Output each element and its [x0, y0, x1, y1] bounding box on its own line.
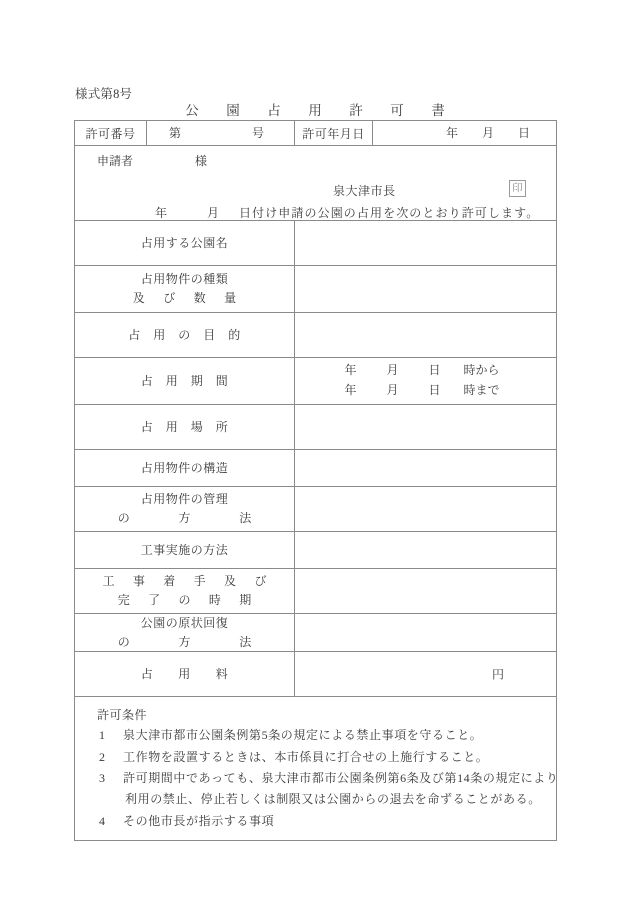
table-row-construction-method — [75, 532, 557, 569]
list-item — [97, 768, 559, 811]
condition-text: 工作物を設置するときは、本市係員に打合せの上施行すること。 — [123, 749, 489, 764]
list-item — [97, 725, 544, 746]
condition-number: 2 — [99, 749, 106, 764]
condition-text: 泉大津市都市公園条例第5条の規定による禁止事項を守ること。 — [123, 728, 483, 743]
condition-text-continued: 利用の禁止、停止若しくは制限又は公園からの退去を命ずることがある。 — [125, 792, 541, 807]
row-label-object-type-qty — [75, 266, 295, 313]
row-label-park-name — [75, 221, 295, 266]
row-label-structure — [75, 450, 295, 487]
conditions-cell — [75, 697, 557, 841]
period-to-day: 日 — [428, 383, 441, 397]
applicant-block-cell — [75, 146, 557, 221]
permit-number-label: 許可番号 — [75, 121, 147, 146]
condition-number: 1 — [99, 728, 106, 743]
period-from-day: 日 — [428, 363, 441, 378]
permit-number-field[interactable] — [147, 121, 295, 146]
row-label-construction-method — [75, 532, 295, 569]
period-from-time: 時から — [463, 363, 500, 378]
label-text-line2: 及 び 数 量 — [132, 291, 240, 305]
row-value-management-method[interactable] — [295, 487, 557, 532]
table-row-park-name — [75, 221, 557, 266]
seal-icon: 印 — [509, 180, 526, 197]
permit-date-label: 許可年月日 — [295, 121, 373, 146]
table-row-location — [75, 405, 557, 450]
applicant-honorific: 様 — [195, 154, 208, 168]
label-text: 工事実施の方法 — [140, 542, 229, 557]
permit-date-field[interactable] — [373, 121, 557, 146]
period-to-time: 時まで — [463, 383, 500, 397]
table-row-conditions — [75, 697, 557, 841]
table-row-restoration-method — [75, 614, 557, 652]
row-label-fee — [75, 652, 295, 697]
row-value-location[interactable] — [295, 405, 557, 450]
conditions-title: 許可条件 — [97, 708, 148, 723]
statement-month: 月 — [206, 206, 219, 220]
row-value-construction-schedule[interactable] — [295, 569, 557, 614]
form-number: 様式第8号 — [75, 87, 133, 101]
page-title: 公 園 占 用 許 可 書 — [185, 103, 452, 118]
label-text-line2: の 方 法 — [117, 634, 255, 649]
row-value-period[interactable] — [295, 358, 557, 405]
condition-number: 3 — [99, 770, 106, 785]
permit-date-ymd — [434, 124, 542, 141]
applicant-line — [97, 152, 207, 169]
row-value-structure[interactable] — [295, 450, 557, 487]
conditions-list — [97, 725, 559, 832]
label-text-line1: 占用物件の種類 — [140, 272, 229, 287]
row-label-management-method — [75, 487, 295, 532]
label-text-line1: 工 事 着 手 及 び — [102, 574, 270, 589]
row-label-construction-schedule — [75, 569, 295, 614]
list-item — [97, 747, 544, 768]
condition-number: 4 — [99, 813, 106, 828]
table-row-construction-schedule — [75, 569, 557, 614]
label-text: 占 用 場 所 — [140, 419, 229, 434]
period-to-line — [295, 381, 556, 401]
applicant-label: 申請者 — [97, 154, 134, 168]
row-value-restoration-method[interactable] — [295, 614, 557, 652]
label-text-line1: 占用物件の管理 — [140, 492, 229, 507]
table-row-permit-number — [75, 121, 557, 146]
row-value-purpose[interactable] — [295, 313, 557, 358]
label-text-line2: 完 了 の 時 期 — [117, 593, 255, 607]
number-prefix: 第 — [169, 126, 182, 140]
permit-date-day: 日 — [517, 126, 530, 140]
number-suffix: 号 — [251, 126, 264, 140]
condition-text: 許可期間中であっても、泉大津市都市公園条例第6条及び第14条の規定により — [123, 770, 559, 785]
row-label-purpose — [75, 313, 295, 358]
statement-year: 年 — [154, 206, 167, 220]
row-value-fee[interactable] — [295, 652, 557, 697]
row-label-period — [75, 358, 295, 405]
table-row-object-type-qty — [75, 266, 557, 313]
period-to-year: 年 — [344, 383, 357, 397]
label-text-line2: の 方 法 — [117, 511, 255, 525]
row-label-location — [75, 405, 295, 450]
table-row-management-method — [75, 487, 557, 532]
table-row-period — [75, 358, 557, 405]
permit-table — [74, 120, 557, 841]
label-text: 占 用 期 間 — [140, 373, 229, 388]
label-text: 占用する公園名 — [140, 235, 229, 250]
table-row-fee — [75, 652, 557, 697]
row-value-object-type-qty[interactable] — [295, 266, 557, 313]
permit-date-year: 年 — [445, 126, 458, 140]
label-text: 占用物件の構造 — [140, 460, 229, 475]
label-text: 占 用 料 — [140, 666, 229, 681]
row-value-construction-method[interactable] — [295, 532, 557, 569]
issuer-name: 泉大津市長 — [333, 184, 396, 198]
period-from-line — [295, 361, 556, 381]
label-text: 占 用 の 目 的 — [128, 327, 241, 342]
period-to-month: 月 — [386, 383, 399, 397]
condition-text: その他市長が指示する事項 — [123, 813, 275, 828]
list-item — [97, 811, 544, 832]
label-text-line1: 公園の原状回復 — [140, 616, 229, 630]
table-row-purpose — [75, 313, 557, 358]
period-from-year: 年 — [344, 363, 357, 378]
table-row-applicant-block — [75, 146, 557, 221]
table-row-structure — [75, 450, 557, 487]
statement-text: 日付け申請の公園の占用を次のとおり許可します。 — [239, 206, 540, 220]
currency-unit: 円 — [491, 667, 504, 682]
row-value-park-name[interactable] — [295, 221, 557, 266]
permit-date-month: 月 — [481, 126, 494, 140]
row-label-restoration-method — [75, 614, 295, 652]
period-from-month: 月 — [386, 363, 399, 378]
permit-statement — [135, 204, 539, 221]
